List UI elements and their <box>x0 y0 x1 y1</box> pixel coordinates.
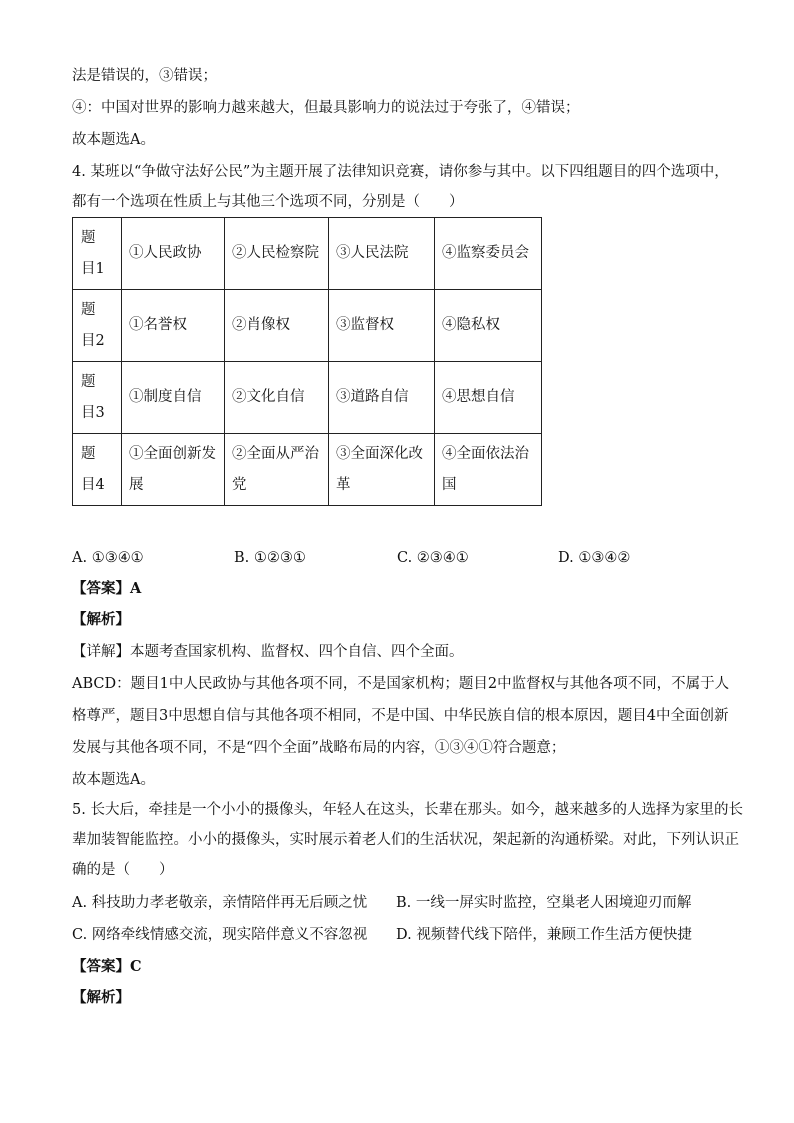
analysis-label: 【解析】 <box>72 611 130 628</box>
cell-line: 党 <box>232 476 247 493</box>
table-cell: ①制度自信 <box>122 362 225 434</box>
table-cell <box>435 434 542 506</box>
table-cell: ②人民检察院 <box>225 218 329 290</box>
choice-c: C. 网络牵线情感交流，现实陪伴意义不容忽视 <box>72 927 368 943</box>
choice-a: A. ①③④① <box>72 550 144 566</box>
cell-line: 革 <box>336 476 351 493</box>
table-row-label <box>73 434 122 506</box>
table-cell: ③道路自信 <box>329 362 435 434</box>
table-cell: ①人民政协 <box>122 218 225 290</box>
choice-d: D. ①③④② <box>558 550 631 566</box>
row-label-line: 题 <box>81 229 96 246</box>
table-cell <box>329 434 435 506</box>
table-cell <box>122 434 225 506</box>
row-label-line: 题 <box>81 301 96 318</box>
cell-line: 展 <box>129 476 144 493</box>
row-label-line: 目4 <box>81 476 105 493</box>
question-5-stem: 5. 长大后，牵挂是一个小小的摄像头，年轻人在这头，长辈在那头。如今，越来越多的人选择为家里的长 <box>72 802 743 818</box>
row-label-line: 目3 <box>81 404 105 421</box>
detail-line: 发展与其他各项不同，不是“四个全面”战略布局的内容，①③④①符合题意； <box>72 740 566 756</box>
cell-line: 国 <box>442 476 457 493</box>
text-line: 法是错误的，③错误； <box>72 68 217 84</box>
cell-line: ①全面创新发 <box>129 445 216 462</box>
answer-label: 【答案】C <box>72 958 142 975</box>
question-4-stem: 都有一个选项在性质上与其他三个选项不同，分别是（ ） <box>72 194 464 210</box>
choice-d: D. 视频替代线下陪伴，兼顾工作生活方便快捷 <box>396 927 692 943</box>
table-cell: ①名誉权 <box>122 290 225 362</box>
table-row-label <box>73 218 122 290</box>
table-row <box>73 290 542 362</box>
question-5-stem: 辈加装智能监控。小小的摄像头，实时展示着老人们的生活状况，架起新的沟通桥梁。对此，下列认识正 <box>72 832 739 848</box>
row-label-line: 目1 <box>81 260 105 277</box>
table-cell: ④监察委员会 <box>435 218 542 290</box>
row-label-line: 题 <box>81 373 96 390</box>
question-4-stem: 4. 某班以“争做守法好公民”为主题开展了法律知识竞赛，请你参与其中。以下四组题目的四个选项中， <box>72 164 729 180</box>
answer-label: 【答案】A <box>72 580 142 597</box>
table-row <box>73 218 542 290</box>
table-cell <box>225 434 329 506</box>
row-label-line: 题 <box>81 445 96 462</box>
table-cell: ③监督权 <box>329 290 435 362</box>
table-row <box>73 362 542 434</box>
detail-line: 格尊严，题目3中思想自信与其他各项不相同，不是中国、中华民族自信的根本原因，题目4中全面创新 <box>72 708 729 724</box>
detail-line: ABCD：题目1中人民政协与其他各项不同，不是国家机构；题目2中监督权与其他各项不同，不属于人 <box>72 676 730 692</box>
conclusion-line: 故本题选A。 <box>72 772 155 788</box>
analysis-label: 【解析】 <box>72 989 130 1006</box>
table-row-label <box>73 290 122 362</box>
choice-b: B. ①②③① <box>234 550 306 566</box>
question-4-table <box>72 217 542 506</box>
text-line: 故本题选A。 <box>72 132 155 148</box>
cell-line: ④全面依法治 <box>442 445 529 462</box>
table-row <box>73 434 542 506</box>
table-cell: ③人民法院 <box>329 218 435 290</box>
choice-c: C. ②③④① <box>397 550 469 566</box>
table-cell: ②文化自信 <box>225 362 329 434</box>
cell-line: ②全面从严治 <box>232 445 319 462</box>
table-cell: ④隐私权 <box>435 290 542 362</box>
detail-line: 【详解】本题考查国家机构、监督权、四个自信、四个全面。 <box>72 644 464 660</box>
choice-a: A. 科技助力孝老敬亲，亲情陪伴再无后顾之忧 <box>72 895 368 911</box>
table-cell: ④思想自信 <box>435 362 542 434</box>
table-row-label <box>73 362 122 434</box>
question-5-stem: 确的是（ ） <box>72 862 174 878</box>
row-label-line: 目2 <box>81 332 105 349</box>
table-cell: ②肖像权 <box>225 290 329 362</box>
cell-line: ③全面深化改 <box>336 445 423 462</box>
choice-b: B. 一线一屏实时监控，空巢老人困境迎刃而解 <box>396 895 692 911</box>
text-line: ④：中国对世界的影响力越来越大，但最具影响力的说法过于夸张了，④错误； <box>72 100 580 116</box>
